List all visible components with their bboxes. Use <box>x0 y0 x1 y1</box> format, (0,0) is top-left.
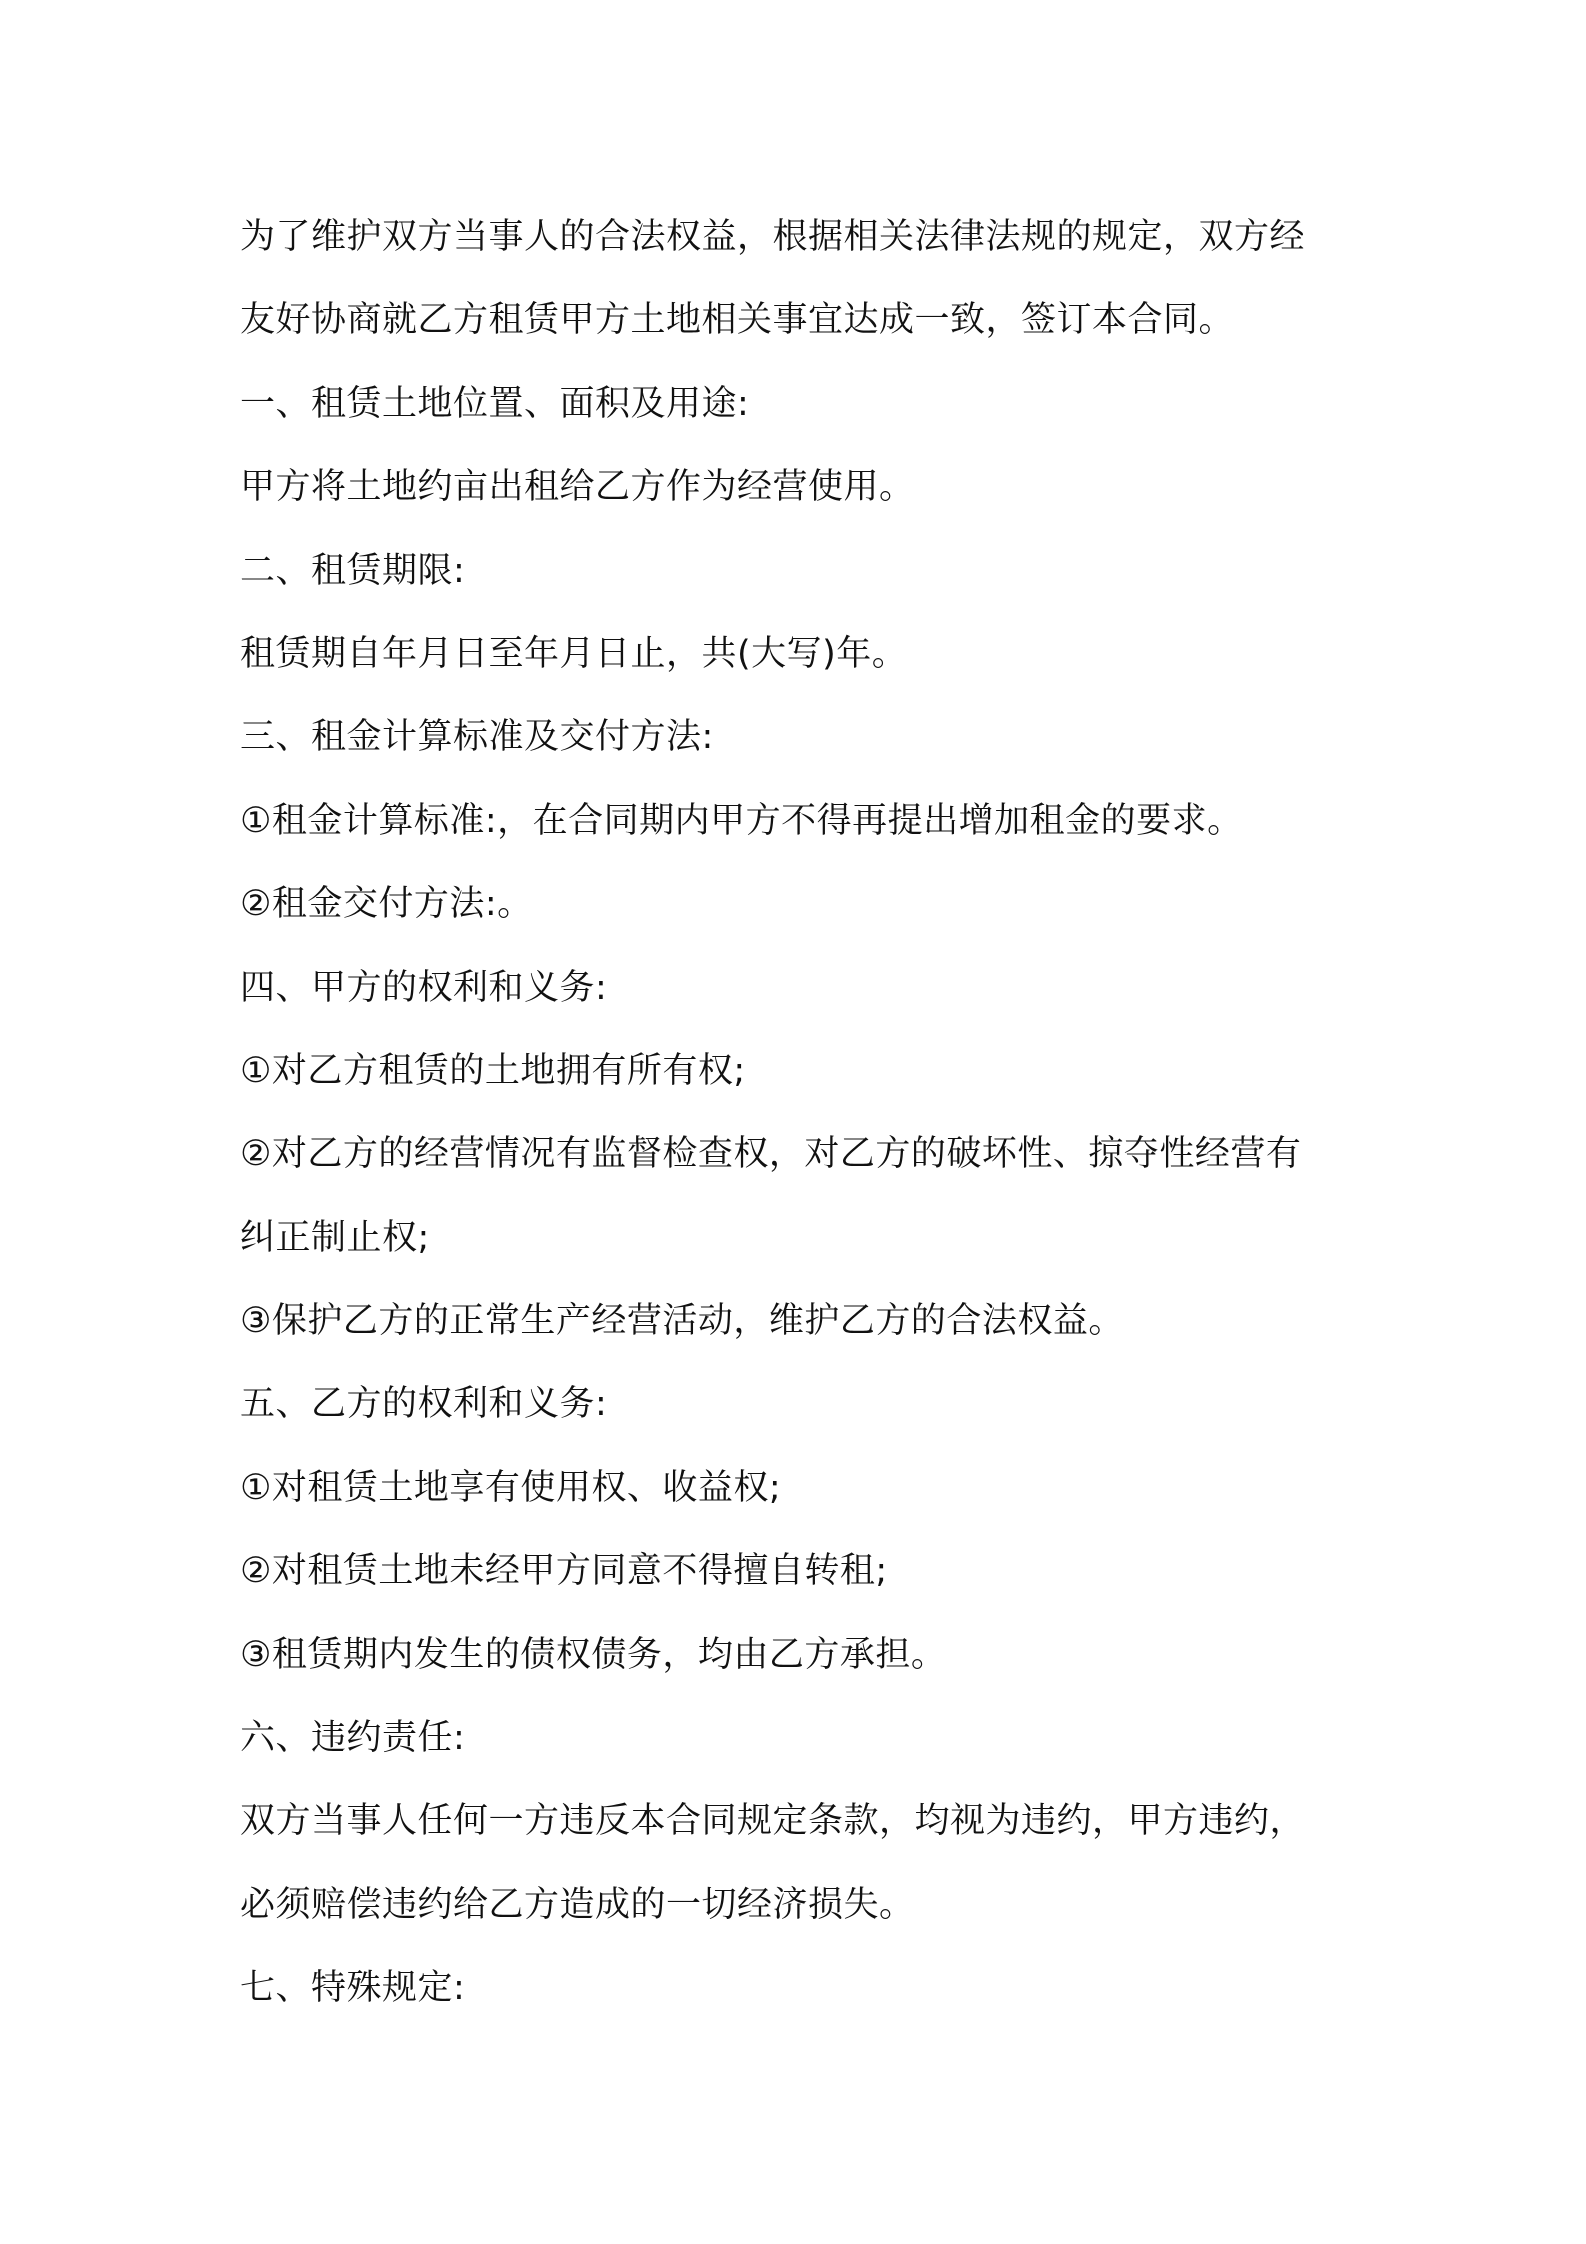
list-item: ①对租赁土地享有使用权、收益权; <box>240 1467 782 1508</box>
section-heading: 一、租赁土地位置、面积及用途: <box>240 383 750 424</box>
section-heading: 六、违约责任: <box>240 1718 466 1759</box>
contract-page <box>240 196 1360 2031</box>
paragraph-line: 为了维护双方当事人的合法权益，根据相关法律法规的规定，双方经 <box>240 217 1306 257</box>
list-item: ②租金交付方法:。 <box>240 884 533 925</box>
section-heading: 五、乙方的权利和义务: <box>240 1384 608 1425</box>
section-heading: 二、租赁期限: <box>240 550 466 591</box>
section-heading: 四、甲方的权利和义务: <box>240 967 608 1008</box>
list-item: ③保护乙方的正常生产经营活动，维护乙方的合法权益。 <box>240 1301 1124 1342</box>
paragraph-line: 双方当事人任何一方违反本合同规定条款，均视为违约，甲方违约， <box>240 1801 1306 1842</box>
list-item: ①租金计算标准:，在合同期内甲方不得再提出增加租金的要求。 <box>240 800 1243 841</box>
list-item: ③租赁期内发生的债权债务，均由乙方承担。 <box>240 1634 947 1675</box>
section-heading: 七、特殊规定: <box>240 1968 466 2009</box>
paragraph-line: 甲方将土地约亩出租给乙方作为经营使用。 <box>240 467 915 508</box>
paragraph-line: 友好协商就乙方租赁甲方土地相关事宜达成一致，签订本合同。 <box>240 300 1235 341</box>
list-item: ②对乙方的经营情况有监督检查权，对乙方的破坏性、掠夺性经营有 <box>240 1134 1302 1175</box>
list-item: ②对租赁土地未经甲方同意不得擅自转租; <box>240 1551 888 1592</box>
paragraph-line: 必须赔偿违约给乙方造成的一切经济损失。 <box>240 1884 915 1925</box>
list-item: ①对乙方租赁的土地拥有所有权; <box>240 1050 746 1091</box>
list-item-continuation: 纠正制止权; <box>240 1217 430 1258</box>
section-heading: 三、租金计算标准及交付方法: <box>240 717 714 758</box>
paragraph-line: 租赁期自年月日至年月日止，共(大写)年。 <box>240 633 908 674</box>
